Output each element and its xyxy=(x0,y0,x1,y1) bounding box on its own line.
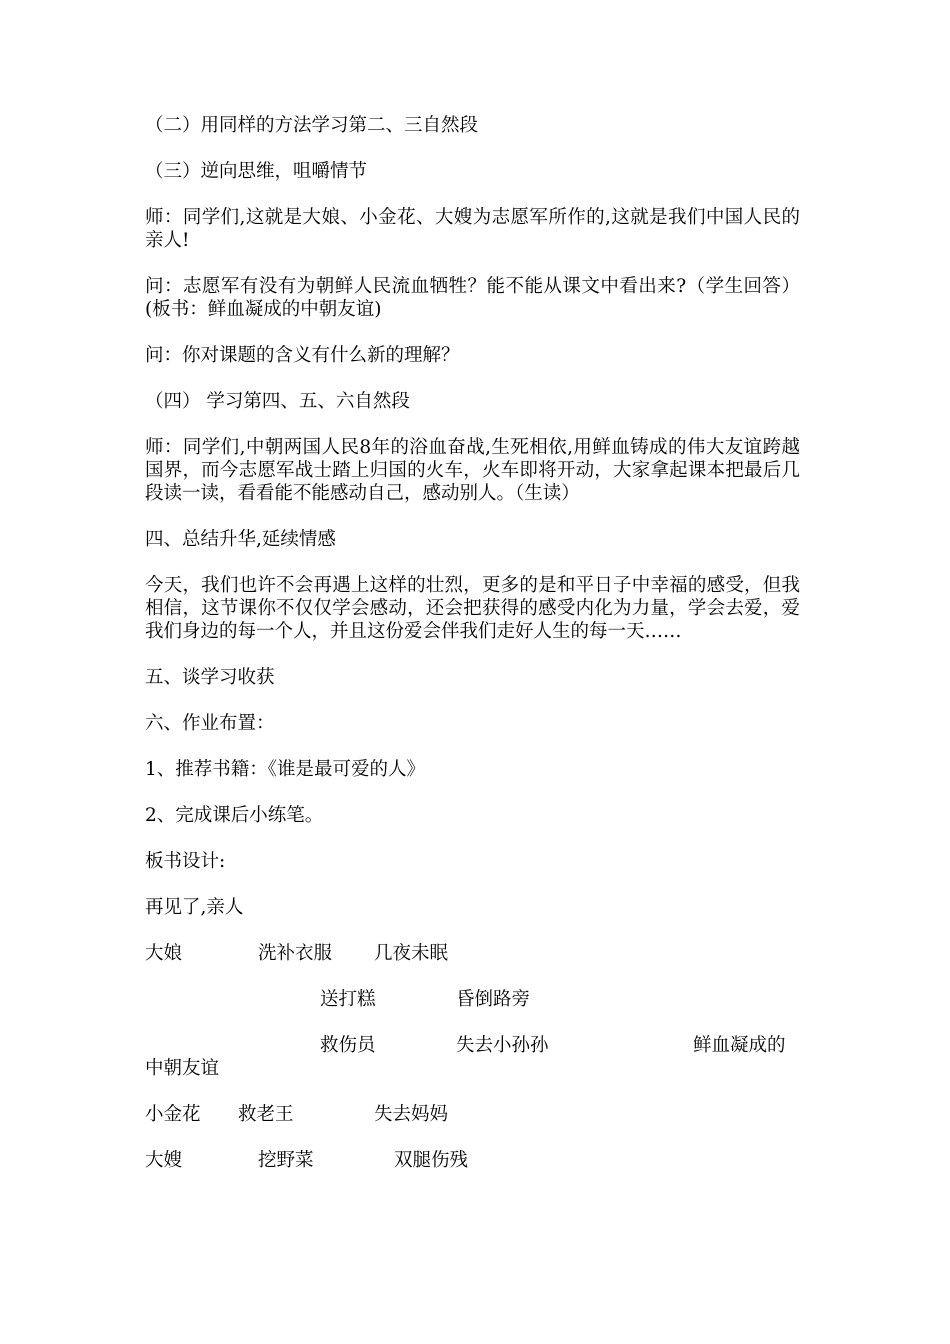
paragraph: 问：志愿军有没有为朝鲜人民流血牺牲？能不能从课文中看出来?（学生回答）(板书：鲜血凝成的中朝友谊) xyxy=(145,276,800,320)
board-sacrifice: 几夜未眠 xyxy=(374,943,449,964)
paragraph: 今天，我们也许不会再遇上这样的壮烈，更多的是和平日子中幸福的感受，但我相信，这节课你不仅仅学会感动，还会把获得的感受内化为力量，学会去爱，爱我们身边的每一个人，并且这份爱会伴我们走好人生的每一天…… xyxy=(145,575,800,642)
board-sacrifice: 昏倒路旁 xyxy=(456,989,531,1010)
board-person: 小金花 xyxy=(145,1104,201,1125)
board-person: 大娘 xyxy=(145,943,183,964)
board-deed: 救老王 xyxy=(238,1104,294,1125)
document-body xyxy=(145,114,800,1195)
list-item: 2、完成课后小练笔。 xyxy=(145,805,324,826)
section-heading: （三）逆向思维，咀嚼情节 xyxy=(145,161,368,182)
paragraph: 师：同学们,这就是大娘、小金花、大嫂为志愿军所作的,这就是我们中国人民的亲人! xyxy=(145,207,800,251)
list-item: 1、推荐书籍：《谁是最可爱的人》 xyxy=(145,759,426,780)
section-heading: 四、总结升华,延续情感 xyxy=(145,529,336,550)
board-sacrifice: 失去妈妈 xyxy=(374,1104,449,1125)
paragraph: 问：你对课题的含义有什么新的理解？ xyxy=(145,345,460,366)
board-sacrifice: 双腿伤残 xyxy=(394,1150,469,1171)
board-deed: 洗补衣服 xyxy=(258,943,333,964)
section-heading: 六、作业布置： xyxy=(145,713,275,734)
board-row xyxy=(145,988,800,1011)
board-title: 再见了,亲人 xyxy=(145,897,244,918)
board-row xyxy=(145,1034,800,1080)
board-sacrifice: 失去小孙孙 xyxy=(456,1035,549,1056)
section-heading: （二）用同样的方法学习第二、三自然段 xyxy=(145,115,479,136)
section-heading: 五、谈学习收获 xyxy=(145,667,275,688)
board-deed: 挖野菜 xyxy=(258,1150,314,1171)
board-row xyxy=(145,942,800,965)
board-deed: 救伤员 xyxy=(320,1035,376,1056)
board-summary: 鲜血凝成的 xyxy=(693,1035,786,1056)
paragraph: 师：同学们,中朝两国人民8年的浴血奋战,生死相依,用鲜血铸成的伟大友谊跨越国界，而今志愿军战士踏上归国的火车，火车即将开动，大家拿起课本把最后几段读一读，看看能不能感动自己，感动别人。（生读） xyxy=(145,437,800,504)
board-summary: 中朝友谊 xyxy=(145,1058,220,1079)
section-heading: （四） 学习第四、五、六自然段 xyxy=(145,391,410,412)
board-deed: 送打糕 xyxy=(320,989,376,1010)
board-row xyxy=(145,1149,800,1172)
board-design-heading: 板书设计: xyxy=(145,851,226,872)
board-person: 大嫂 xyxy=(145,1150,183,1171)
board-row xyxy=(145,1103,800,1126)
